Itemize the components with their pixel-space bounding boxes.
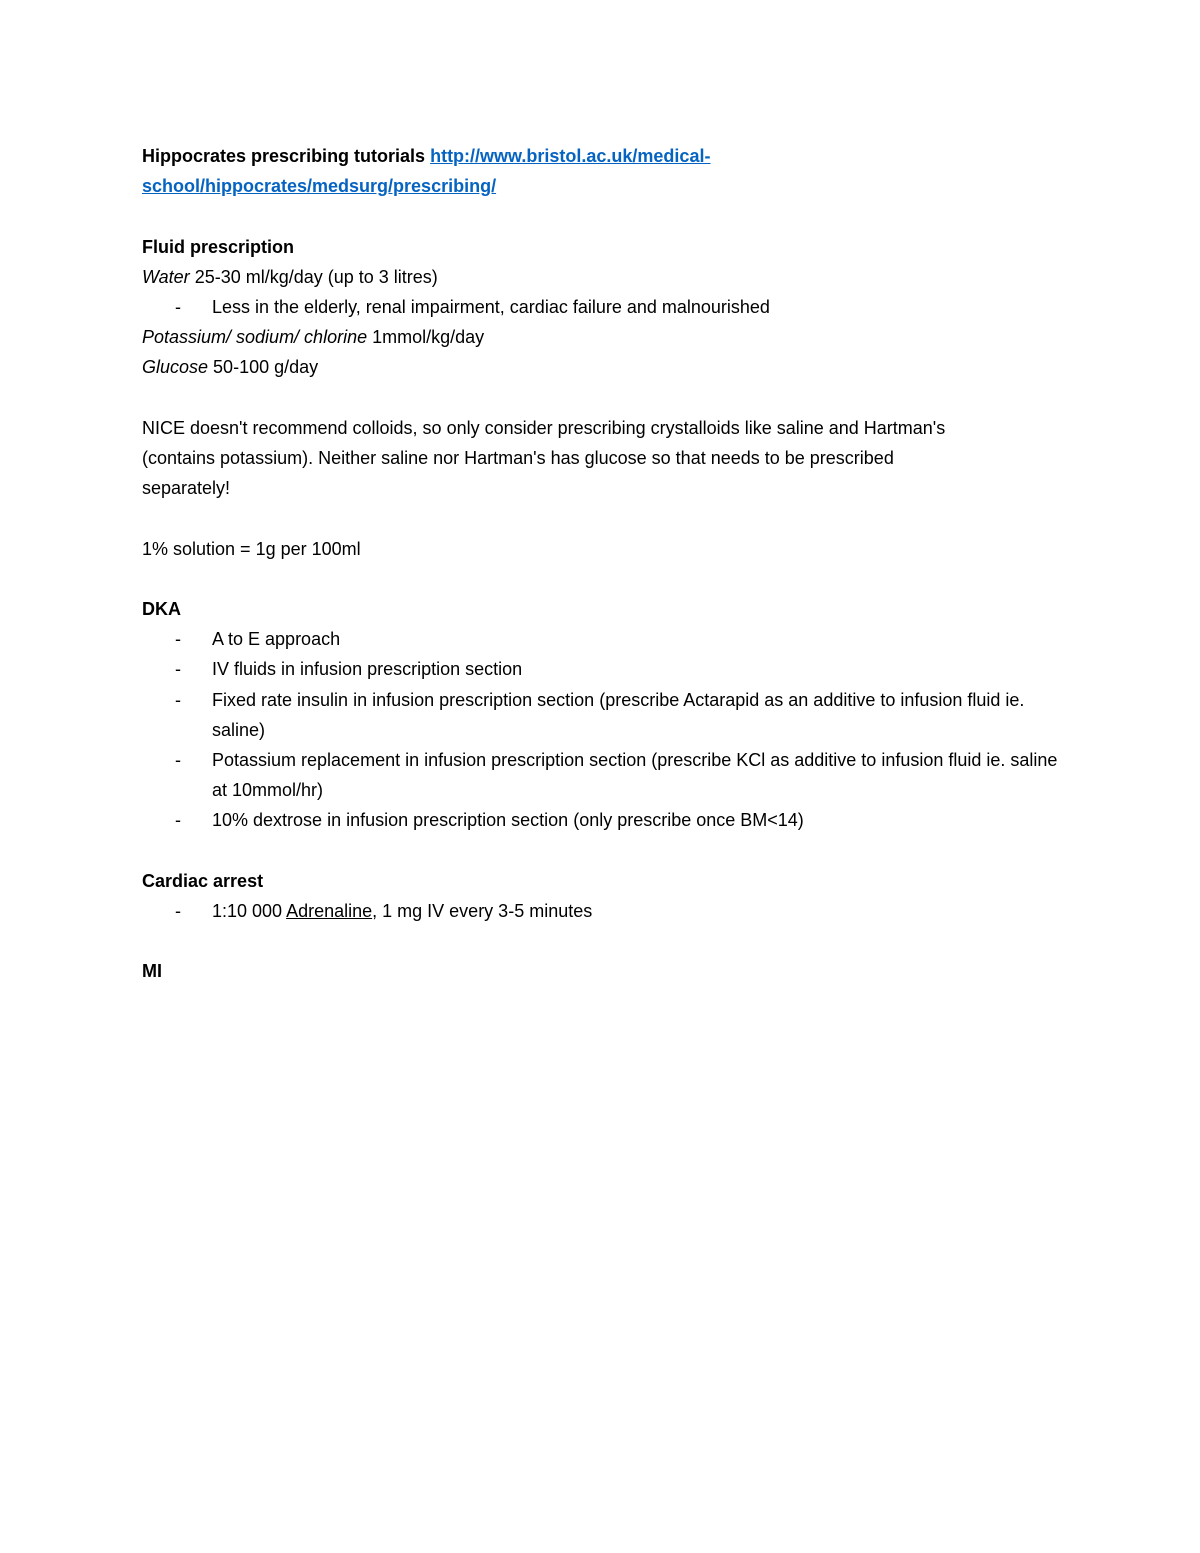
water-line xyxy=(142,262,1072,292)
list-item xyxy=(142,805,1072,835)
list-item xyxy=(142,745,1072,805)
tutorial-link[interactable]: http://www.bristol.ac.uk/medical- xyxy=(430,146,711,166)
title-line xyxy=(142,141,1072,171)
dka-item-text: Potassium replacement in infusion prescription section (prescribe KCl as additive to infusion fluid ie. saline at 10mmol/hr) xyxy=(212,750,1058,801)
spacer xyxy=(142,836,1072,866)
nice-line-1: NICE doesn't recommend colloids, so only consider prescribing crystalloids like saline and Hartman's xyxy=(142,417,946,438)
dka-item-text: Fixed rate insulin in infusion prescription section (prescribe Actarapid as an additive to infusion fluid ie. saline) xyxy=(212,689,1025,740)
cardiac-item-prefix: 1:10 000 xyxy=(212,901,287,921)
glucose-line xyxy=(142,352,1072,382)
water-text: 25-30 ml/kg/day (up to 3 litres) xyxy=(189,266,438,287)
spacer xyxy=(142,383,1072,413)
dka-heading: DKA xyxy=(142,598,181,619)
glucose-label: Glucose xyxy=(142,357,209,378)
link-continuation-line xyxy=(142,171,1072,201)
bullet-dash: - xyxy=(175,689,181,710)
mi-heading: MI xyxy=(142,961,162,982)
electrolytes-label: Potassium/ sodium/ chlorine xyxy=(142,327,368,348)
dka-item-text: A to E approach xyxy=(212,629,341,650)
bullet-dash: - xyxy=(175,297,181,317)
bullet-dash: - xyxy=(175,810,181,831)
bullet-dash: - xyxy=(175,750,181,770)
bullet-dash: - xyxy=(175,659,181,680)
cardiac-heading: Cardiac arrest xyxy=(142,870,264,891)
adrenaline-term: Adrenaline xyxy=(286,901,373,921)
water-bullet-text: Less in the elderly, renal impairment, cardiac failure and malnourished xyxy=(212,297,770,317)
electrolytes-line xyxy=(142,322,1072,352)
list-item xyxy=(142,624,1072,654)
glucose-text: 50-100 g/day xyxy=(208,357,319,378)
fluid-heading: Fluid prescription xyxy=(142,236,295,257)
cardiac-item-suffix: , 1 mg IV every 3-5 minutes xyxy=(372,901,593,921)
list-item xyxy=(142,292,1072,322)
bullet-dash: - xyxy=(175,901,181,921)
dka-item-text: IV fluids in infusion prescription section xyxy=(212,659,523,680)
solution-line: 1% solution = 1g per 100ml xyxy=(142,538,361,559)
bullet-dash: - xyxy=(175,629,181,650)
spacer xyxy=(142,564,1072,594)
water-label: Water xyxy=(142,266,190,287)
list-item xyxy=(142,685,1072,745)
electrolytes-text: 1mmol/kg/day xyxy=(367,327,485,348)
document-content xyxy=(142,141,1072,987)
nice-line-3: separately! xyxy=(142,478,231,499)
spacer xyxy=(142,201,1072,231)
dka-item-text: 10% dextrose in infusion prescription section (only prescribe once BM<14) xyxy=(212,810,804,831)
list-item xyxy=(142,654,1072,684)
document-title: Hippocrates prescribing tutorials xyxy=(142,146,426,166)
tutorial-link-continued[interactable]: school/hippocrates/medsurg/prescribing/ xyxy=(142,176,497,197)
spacer xyxy=(142,503,1072,533)
spacer xyxy=(142,926,1072,956)
nice-line-2: (contains potassium). Neither saline nor Hartman's has glucose so that needs to be prescribed xyxy=(142,448,894,468)
list-item xyxy=(142,896,1072,926)
